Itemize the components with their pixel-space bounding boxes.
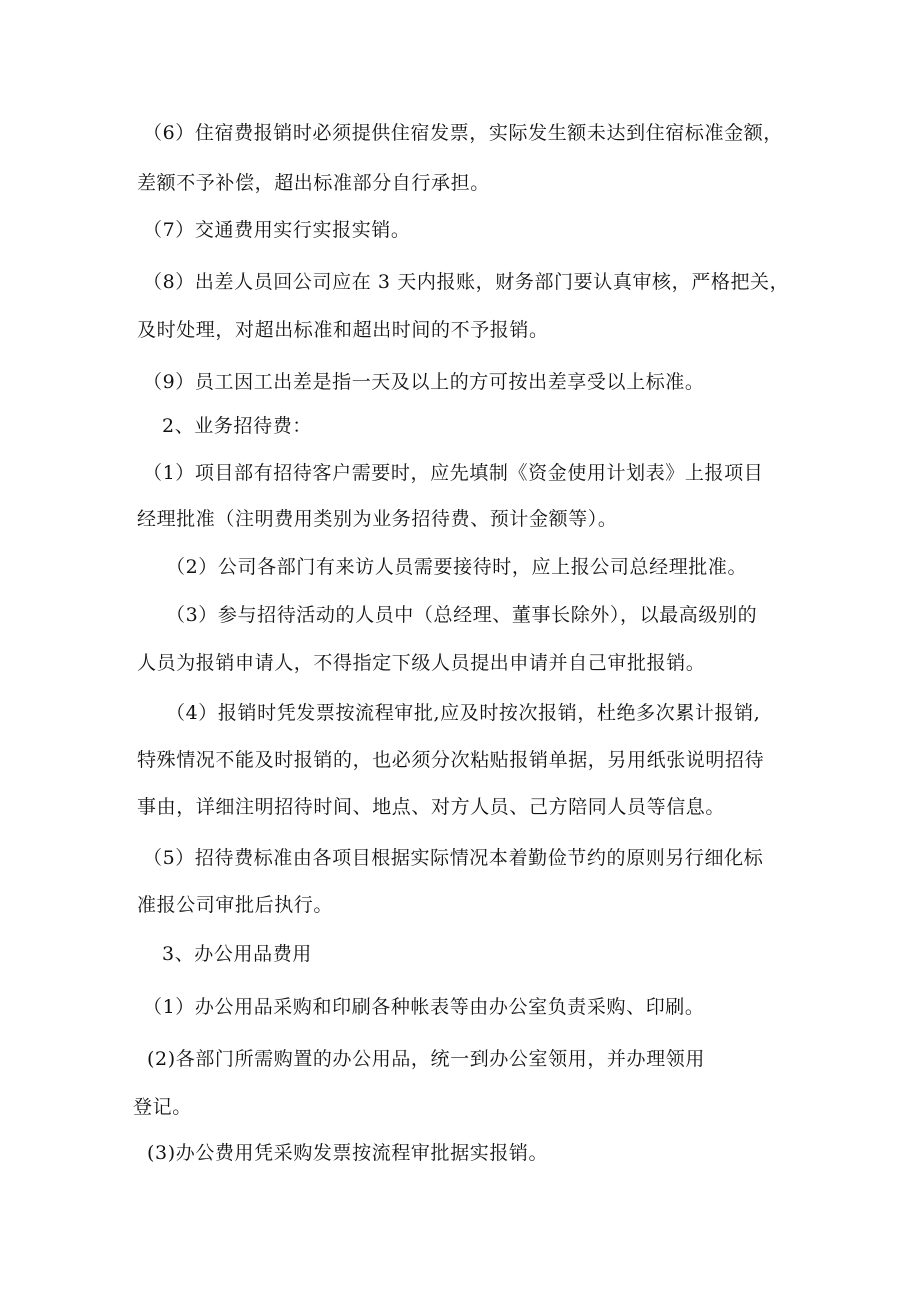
text-line: （4）报销时凭发票按流程审批,应及时按次报销，杜绝多次累计报销, xyxy=(166,702,761,724)
text-line: 事由，详细注明招待时间、地点、对方人员、己方陪同人员等信息。 xyxy=(137,796,726,818)
section-heading: 3、办公用品费用 xyxy=(162,943,312,965)
text-line: （3）参与招待活动的人员中（总经理、董事长除外），以最高级别的 xyxy=(166,604,758,626)
text-line: （7）交通费用实行实报实销。 xyxy=(143,219,411,241)
text-line: 登记。 xyxy=(133,1096,192,1118)
text-line: 人员为报销申请人，不得指定下级人员提出申请并自己审批报销。 xyxy=(137,652,706,674)
text-line: （2）公司各部门有来访人员需要接待时，应上报公司总经理批准。 xyxy=(166,556,748,578)
text-line: （1）办公用品采购和印刷各种帐表等由办公室负责采购、印刷。 xyxy=(143,996,705,1018)
text-line: （8）出差人员回公司应在 3 天内报账，财务部门要认真审核，严格把关， xyxy=(143,271,790,293)
text-line: 准报公司审批后执行。 xyxy=(137,894,334,916)
text-line: 特殊情况不能及时报销的，也必须分次粘贴报销单据，另用纸张说明招待 xyxy=(137,749,765,771)
text-line: （6）住宿费报销时必须提供住宿发票，实际发生额未达到住宿标准金额， xyxy=(143,122,783,144)
text-line: （9）员工因工出差是指一天及以上的方可按出差享受以上标准。 xyxy=(143,371,705,393)
text-line: (3)办公费用凭采购发票按流程审批据实报销。 xyxy=(147,1142,549,1164)
text-line: 及时处理，对超出标准和超出时间的不予报销。 xyxy=(137,319,549,341)
section-heading: 2、业务招待费： xyxy=(162,415,312,437)
text-line: 经理批准（注明费用类别为业务招待费、预计金额等）。 xyxy=(137,508,618,530)
text-line: 差额不予补偿，超出标准部分自行承担。 xyxy=(137,172,490,194)
text-line: (2)各部门所需购置的办公用品，统一到办公室领用，并办理领用 xyxy=(147,1048,705,1070)
text-line: （5）招待费标准由各项目根据实际情况本着勤俭节约的原则另行细化标 xyxy=(143,847,764,869)
text-line: （1）项目部有招待客户需要时，应先填制《资金使用计划表》上报项目 xyxy=(143,462,764,484)
